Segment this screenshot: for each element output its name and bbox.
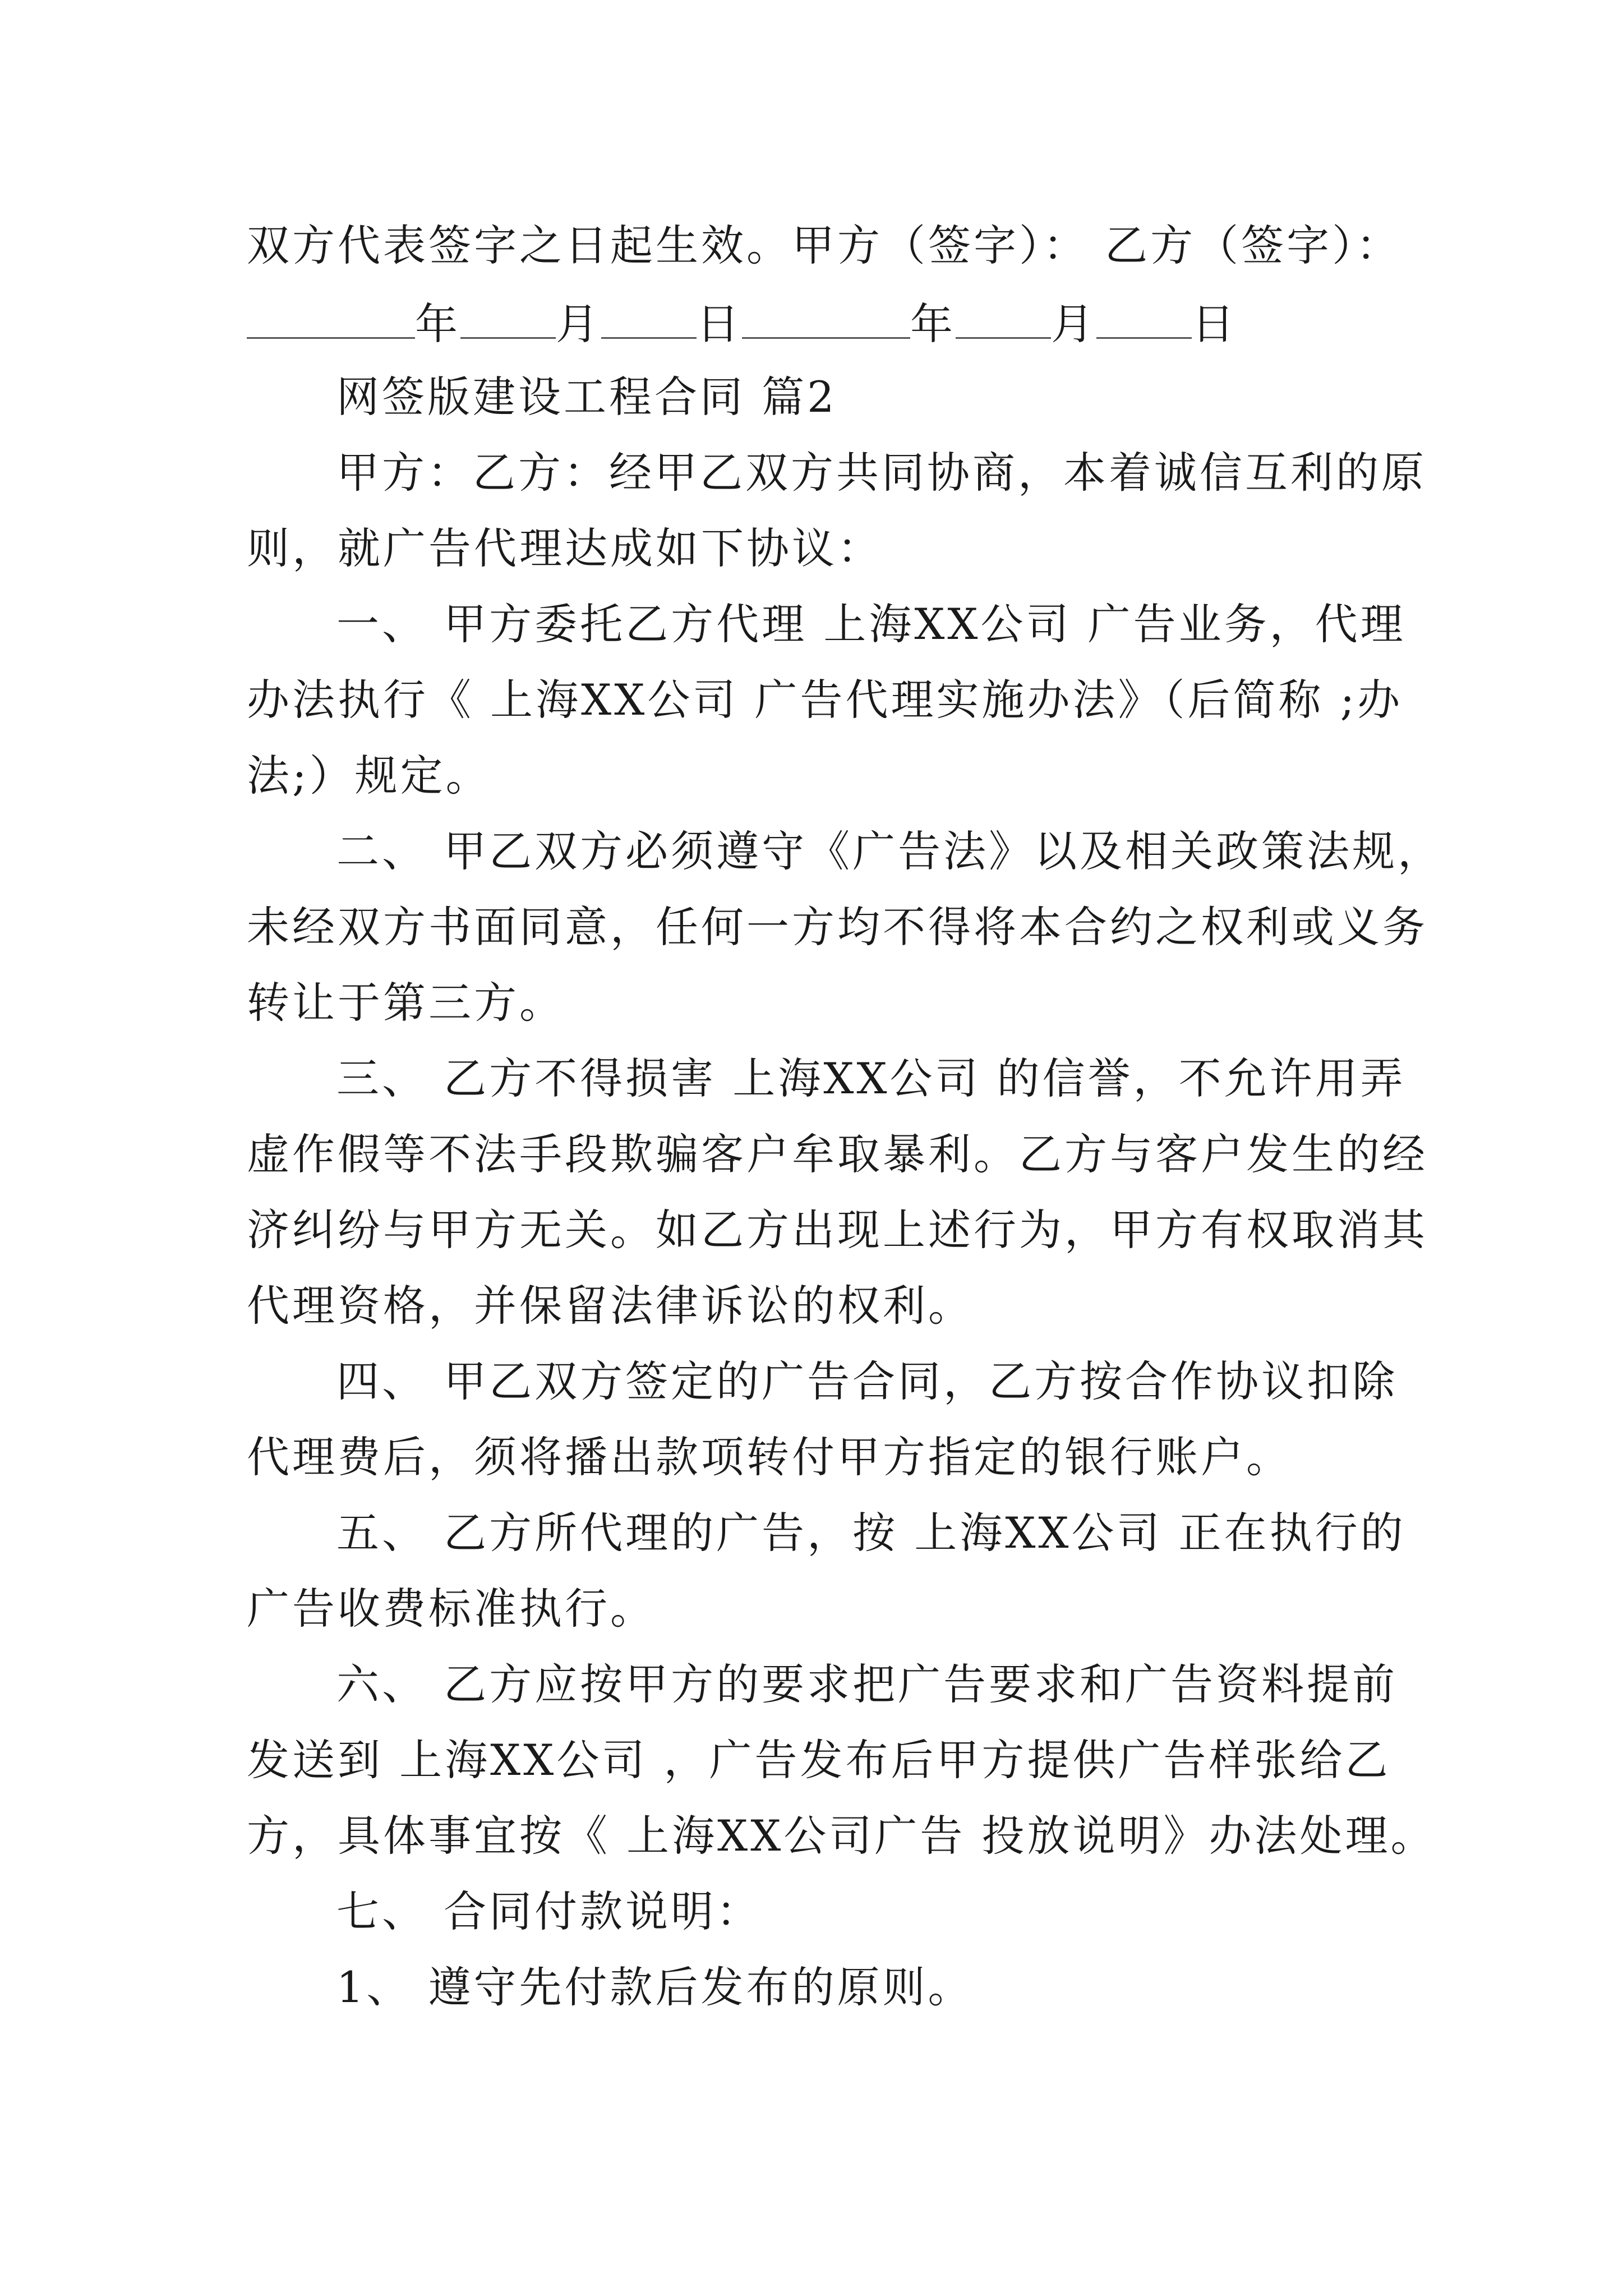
blank-line [601, 300, 697, 339]
text-line: 二、 甲乙双方必须遵守《广告法》以及相关政策法规， [336, 826, 1444, 876]
blank-line [956, 300, 1051, 339]
text-line: 转让于第三方。 [247, 978, 565, 1028]
text-line: 办法执行《 上海XX公司 广告代理实施办法》（后简称 ;办 [247, 675, 1403, 725]
text-line: 1、 遵守先付款后发布的原则。 [336, 1962, 974, 2012]
date-label-day: 日 [1192, 299, 1237, 349]
text-line: 则，就广告代理达成如下协议： [247, 523, 883, 573]
text-line: 未经双方书面同意，任何一方均不得将本合约之权利或义务 [247, 902, 1428, 952]
blank-line [460, 300, 556, 339]
date-label-year: 年 [415, 299, 460, 349]
date-label-day: 日 [697, 299, 742, 349]
signature-date-row [247, 299, 1391, 349]
date-label-month: 月 [556, 299, 601, 349]
text-line: 五、 乙方所代理的广告，按 上海XX公司 正在执行的 [336, 1508, 1406, 1558]
text-line: 代理资格，并保留法律诉讼的权利。 [247, 1281, 974, 1331]
text-line: 广告收费标准执行。 [247, 1584, 656, 1634]
text-line: 法;）规定。 [247, 751, 491, 800]
text-line: 甲方：乙方：经甲乙双方共同协商，本着诚信互利的原 [336, 448, 1427, 498]
text-line: 济纠纷与甲方无关。如乙方出现上述行为，甲方有权取消其 [247, 1205, 1428, 1255]
text-line: 发送到 上海XX公司 ，广告发布后甲方提供广告样张给乙 [247, 1735, 1391, 1785]
blank-line [1096, 300, 1192, 339]
date-label-year: 年 [910, 299, 956, 349]
blank-line [247, 300, 415, 339]
text-line: 双方代表签字之日起生效。甲方（签字）： 乙方（签字）： [247, 220, 1402, 270]
text-line: 三、 乙方不得损害 上海XX公司 的信誉，不允许用弄 [336, 1053, 1406, 1103]
text-line: 六、 乙方应按甲方的要求把广告要求和广告资料提前 [336, 1659, 1398, 1709]
section-heading: 网签版建设工程合同 篇2 [336, 372, 837, 422]
text-line: 方，具体事宜按《 上海XX公司广告 投放说明》办法处理。 [247, 1811, 1436, 1861]
date-label-month: 月 [1051, 299, 1096, 349]
text-line: 虚作假等不法手段欺骗客户牟取暴利。乙方与客户发生的经 [247, 1129, 1428, 1179]
text-line: 一、 甲方委托乙方代理 上海XX公司 广告业务，代理 [336, 599, 1406, 649]
text-line: 代理费后，须将播出款项转付甲方指定的银行账户。 [247, 1432, 1292, 1482]
text-line: 四、 甲乙双方签定的广告合同，乙方按合作协议扣除 [336, 1356, 1398, 1406]
text-line: 七、 合同付款说明： [336, 1887, 762, 1936]
blank-line [742, 300, 910, 339]
